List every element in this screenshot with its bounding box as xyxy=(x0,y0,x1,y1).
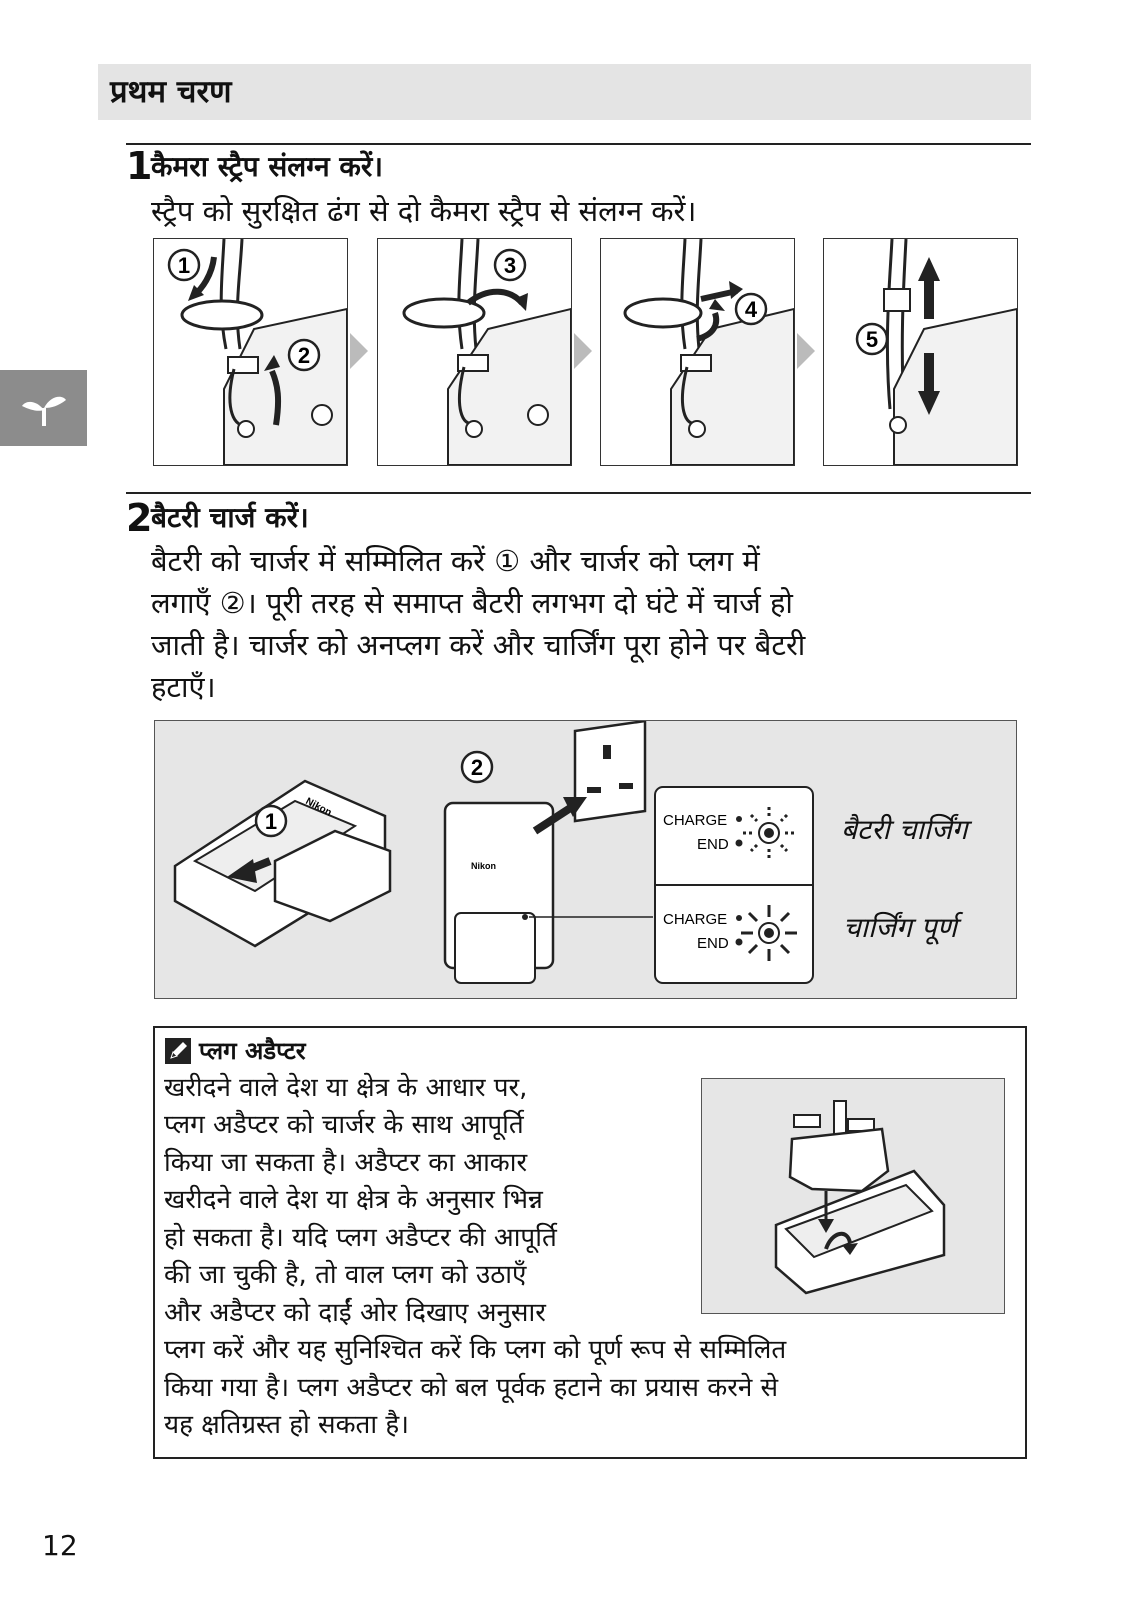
strap-panel-3 xyxy=(600,238,795,466)
step2-text-line-1: बैटरी को चार्जर में सम्मिलित करें ① और चार्जर को प्लग में xyxy=(151,544,760,578)
step2-text-line-4: हटाएँ। xyxy=(151,670,216,704)
note-line-1: खरीदने वाले देश या क्षेत्र के आधार पर, xyxy=(164,1073,528,1103)
note-line-9: किया गया है। प्लग अडैप्टर को बल पूर्वक हटाने का प्रयास करने से xyxy=(164,1373,779,1403)
callout-plug-in: 2 xyxy=(470,755,484,780)
note-line-8: प्लग करें और यह सुनिश्चित करें कि प्लग को पूर्ण रूप से सम्मिलित xyxy=(164,1335,787,1365)
step2-rule xyxy=(126,492,1031,494)
note-line-5: हो सकता है। यदि प्लग अडैप्टर की आपूर्ति xyxy=(164,1223,557,1253)
callout-1: 1 xyxy=(177,253,191,278)
plug-adapter-figure xyxy=(701,1078,1005,1314)
note-title: प्लग अडैप्टर xyxy=(199,1037,306,1065)
callout-battery-insert: 1 xyxy=(264,809,278,834)
sprout-icon xyxy=(0,370,87,446)
charger-figure xyxy=(154,720,1017,999)
note-line-3: किया जा सकता है। अडैप्टर का आकार xyxy=(164,1148,528,1178)
step1-number: 1 xyxy=(126,144,153,188)
indicator-top-charge-label: CHARGE xyxy=(663,812,728,829)
callout-2: 2 xyxy=(297,343,311,368)
chevron-right-icon xyxy=(574,333,592,369)
note-line-2: प्लग अडैप्टर को चार्जर के साथ आपूर्ति xyxy=(164,1110,524,1140)
section-header-band xyxy=(98,64,1031,120)
indicator-bottom-end-label: END xyxy=(697,935,729,952)
step2-title: बैटरी चार्ज करें। xyxy=(151,501,309,534)
pencil-note-icon xyxy=(165,1038,191,1064)
step1-text: स्ट्रैप को सुरक्षित ढंग से दो कैमरा स्ट्रैप से संलग्न करें। xyxy=(151,194,697,228)
section-title: प्रथम चरण xyxy=(110,74,232,110)
callout-5: 5 xyxy=(865,327,879,352)
note-line-7: और अडैप्टर को दाईं ओर दिखाए अनुसार xyxy=(164,1298,546,1328)
strap-panel-4 xyxy=(823,238,1018,466)
note-line-6: की जा चुकी है, तो वाल प्लग को उठाएँ xyxy=(164,1260,527,1290)
indicator-top-end-label: END xyxy=(697,836,729,853)
step1-title: कैमरा स्ट्रैप संलग्न करें। xyxy=(151,150,383,183)
page-number: 12 xyxy=(42,1529,78,1562)
indicator-bottom-charge-label: CHARGE xyxy=(663,911,728,928)
note-box xyxy=(153,1026,1027,1459)
callout-4: 4 xyxy=(744,297,758,322)
callout-3: 3 xyxy=(503,253,517,278)
indicator-charging-label: बैटरी चार्जिंग xyxy=(841,813,968,846)
strap-panel-2 xyxy=(377,238,572,466)
strap-panel-1 xyxy=(153,238,348,466)
note-line-4: खरीदने वाले देश या क्षेत्र के अनुसार भिन्न xyxy=(164,1185,543,1215)
chevron-right-icon xyxy=(797,333,815,369)
step2-text-line-2: लगाएँ ②। पूरी तरह से समाप्त बैटरी लगभग दो घंटे में चार्ज हो xyxy=(151,586,793,620)
chevron-right-icon xyxy=(350,333,368,369)
charger-brand-label-2: Nikon xyxy=(471,861,497,871)
step2-text-line-3: जाती है। चार्जर को अनप्लग करें और चार्जिंग पूरा होने पर बैटरी xyxy=(151,628,806,662)
step2-number: 2 xyxy=(126,496,153,540)
note-line-10: यह क्षतिग्रस्त हो सकता है। xyxy=(164,1410,410,1440)
charger-brand-label: Nikon xyxy=(303,795,334,819)
step1-rule xyxy=(126,143,1031,145)
chapter-tab xyxy=(0,370,87,446)
indicator-complete-label: चार्जिंग पूर्ण xyxy=(843,911,957,944)
